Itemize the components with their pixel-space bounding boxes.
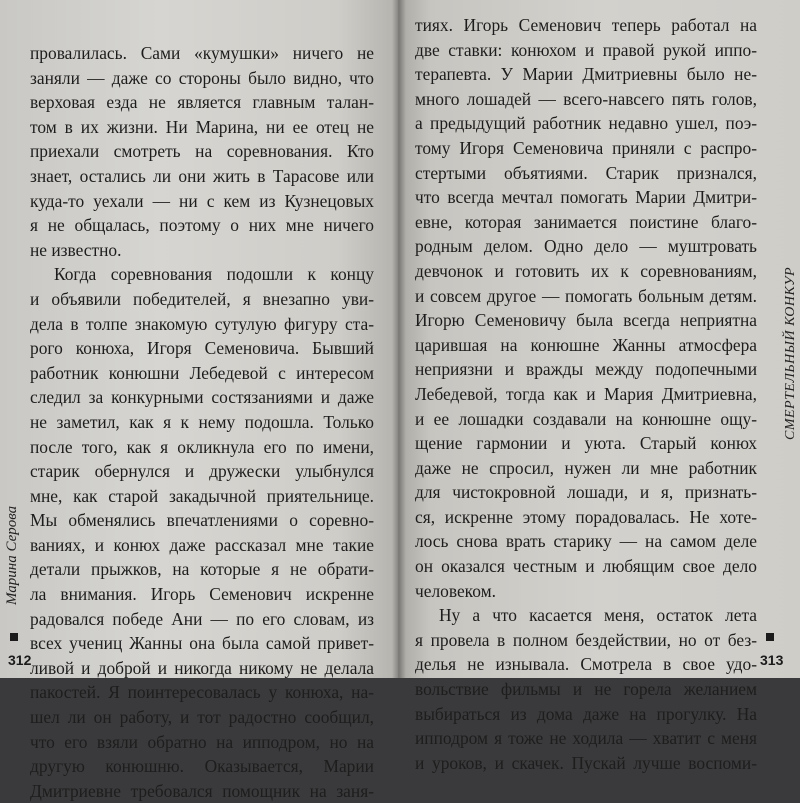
text-line: и совсем другое — помогать больным детям. xyxy=(415,285,757,306)
text-line: ла внимания. Игорь Семенович искренне xyxy=(30,584,374,605)
page-number: 313 xyxy=(760,652,784,668)
text-line: Дмитриевне требовался помощник на заня- xyxy=(30,780,374,801)
text-line: дела в толпе знакомую сутулую фигуру ста- xyxy=(30,313,374,334)
text-line: что его взяли обратно на ипподром, но на xyxy=(30,731,374,752)
text-line: радовался победе Ани — по его словам, из xyxy=(30,608,374,629)
text-line: неприязни и вражды между подопечными xyxy=(415,359,757,380)
text-line: ипподром я тоже не ходила — хватит с меня xyxy=(415,728,757,749)
text-line: я не общалась, поэтому о них мне ничего xyxy=(30,215,374,236)
running-head-author: Марина Серова xyxy=(4,505,20,605)
right-page-text xyxy=(415,13,757,775)
text-line: мне, как старой закадычной приятельнице. xyxy=(30,485,374,506)
text-line: а предыдущий работник недавно ушел, поэ- xyxy=(415,113,757,134)
page-number: 312 xyxy=(8,652,32,668)
text-line: другую конюшню. Оказывается, Марии xyxy=(30,756,374,777)
text-line: щение гармонии и уюта. Старый конюх xyxy=(415,433,757,454)
text-line: куда-то уехали — ни с кем из Кузнецовых xyxy=(30,190,374,211)
text-line: много лошадей — всего-навсего пять голов, xyxy=(415,88,757,109)
text-line: рого конюха, Игоря Семеновича. Бывший xyxy=(30,338,374,359)
text-line: после того, как я окликнула его по имени, xyxy=(30,436,374,457)
text-line: евне, которая занимается поистине благо- xyxy=(415,211,757,232)
text-line: знает, остались ли они жить в Тарасове или xyxy=(30,165,374,186)
text-line: следил за конкурными состязаниями и даже xyxy=(30,387,374,408)
text-line: том в их жизни. Ни Марина, ни ее отец не xyxy=(30,116,374,137)
text-line: тому Игоря Семеновича приняли с распро- xyxy=(415,137,757,158)
text-line: вольствие фильмы и не горела желанием xyxy=(415,679,757,700)
text-line: Мы обменялись впечатлениями о соревно- xyxy=(30,510,374,531)
text-line: верховая езда не является главным талан- xyxy=(30,92,374,113)
text-line: не заметил, как я к нему подошла. Только xyxy=(30,411,374,432)
text-line: всех учениц Жанны она была самой привет- xyxy=(30,633,374,654)
text-line: шел ли он работу, и тот радостно сообщил, xyxy=(30,707,374,728)
right-page xyxy=(398,0,800,773)
text-line: терапевта. У Марии Дмитриевны было не- xyxy=(415,64,757,85)
left-page-text xyxy=(30,41,374,803)
text-line: я провела в полном бездействии, но от без- xyxy=(415,629,757,650)
text-line: ся, искренне этому порадовалась. Не хоте- xyxy=(415,506,757,527)
text-line: человеком. xyxy=(415,580,496,601)
text-line: девчонок и готовить их к соревнованиям, xyxy=(415,260,757,281)
text-line: пакостей. Я поинтересовалась у конюха, на- xyxy=(30,682,374,703)
text-line: выбираться из дома даже на прогулку. На xyxy=(415,703,757,724)
text-line-paragraph-start: Ну а что касается меня, остаток лета xyxy=(439,605,757,626)
text-line: две ставки: конюхом и правой рукой иппо- xyxy=(415,39,757,60)
text-line: что всегда мечтал помогать Марии Дмитри- xyxy=(415,187,757,208)
text-line: он оказался честным и любящим свое дело xyxy=(415,556,757,577)
text-line: для чистокровной лошади, и я, признать- xyxy=(415,482,757,503)
text-line: Лебедевой, тогда как и Мария Дмитриевна, xyxy=(415,383,757,404)
text-line: ливой и доброй и никогда никому не делала xyxy=(30,657,374,678)
text-line: и объявили победителей, я внезапно уви- xyxy=(30,288,374,309)
book-gutter xyxy=(392,0,406,678)
text-line: приехали смотреть на соревнования. Кто xyxy=(30,141,374,162)
text-line: заняли — даже со стороны было видно, что xyxy=(30,67,374,88)
text-line: работник конюшни Лебедевой с интересом xyxy=(30,362,374,383)
text-line: родным делом. Одно дело — муштровать xyxy=(415,236,757,257)
running-head-title: СМЕРТЕЛЬНЫЙ КОНКУР xyxy=(783,266,798,440)
left-page xyxy=(0,0,398,801)
text-line: Игорю Семеновичу была всегда неприятна xyxy=(415,310,757,331)
text-line: и уроков, и скачек. Пускай лучше воспоми- xyxy=(415,752,757,773)
text-line: стертыми объятиями. Старик признался, xyxy=(415,162,757,183)
square-marker-icon xyxy=(766,633,774,641)
text-line: старик обернулся и дружески улыбнулся xyxy=(30,461,374,482)
text-line: не известно. xyxy=(30,239,122,260)
text-line: лось снова врать старику — на самом деле xyxy=(415,531,757,552)
text-line: детали прыжков, на которые я не обрати- xyxy=(30,559,374,580)
text-line: провалилась. Сами «кумушки» ничего не xyxy=(30,43,374,63)
text-line: даже не спросил, нужен ли мне работник xyxy=(415,457,757,478)
text-line: тиях. Игорь Семенович теперь работал на xyxy=(415,15,757,35)
text-line: ваниях, и конюх даже рассказал мне такие xyxy=(30,534,374,555)
text-line-paragraph-start: Когда соревнования подошли к концу xyxy=(54,264,374,285)
square-marker-icon xyxy=(10,633,18,641)
text-line: делья не изнывала. Смотрела в свое удо- xyxy=(415,654,757,675)
text-line: и ее лошадки создавали на конюшне ощу- xyxy=(415,408,757,429)
text-line: царившая на конюшне Жанны атмосфера xyxy=(415,334,757,355)
